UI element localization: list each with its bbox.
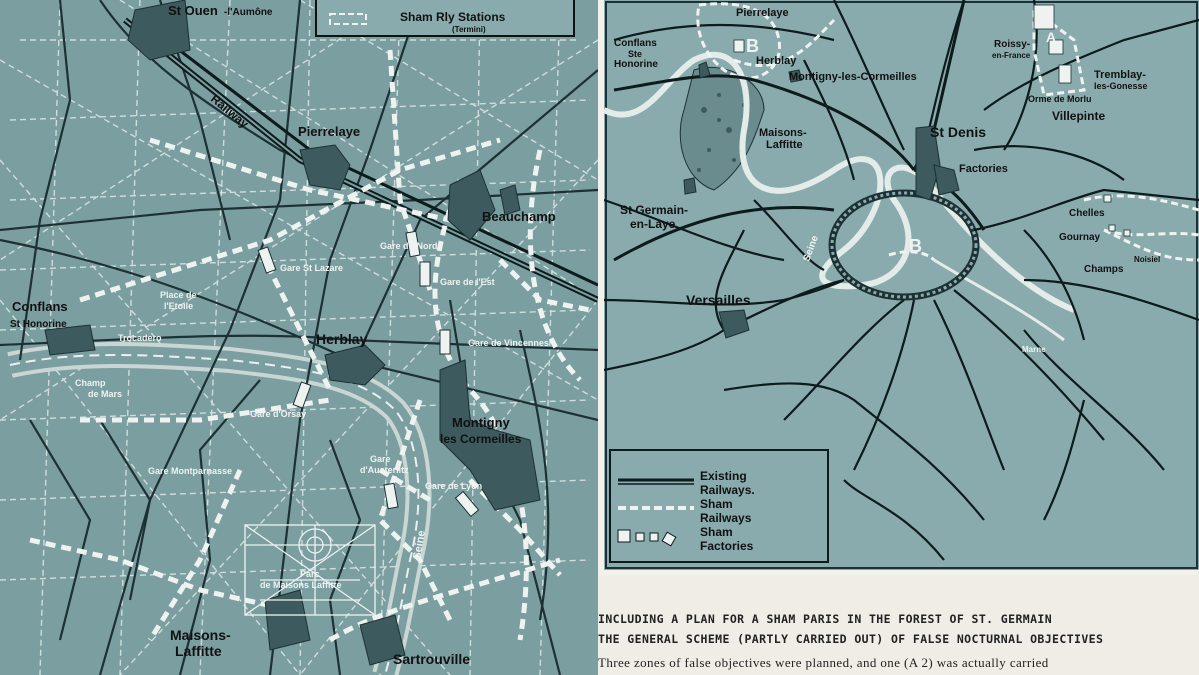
r-orme-label: Orme de Morlu — [1028, 94, 1092, 104]
parc-label-2: de Maisons Laffitte — [260, 580, 342, 590]
beauchamp-label: Beauchamp — [482, 209, 556, 224]
r-maisons-label-2: Laffitte — [766, 139, 803, 151]
gare-lyon-label: Gare de Lyon — [425, 481, 483, 491]
caption-line-1: INCLUDING A PLAN FOR A SHAM PARIS IN THE FOREST OF ST. GERMAIN — [598, 612, 1053, 626]
r-montigny-label: Montigny-les-Cormeilles — [789, 71, 917, 83]
r-conflans-label-1: Conflans — [614, 38, 657, 49]
champ-mars-label-1: Champ — [75, 378, 106, 388]
gare-orsay-label: Gare d'Orsay — [250, 409, 307, 419]
zone-a-marker: A — [1046, 29, 1057, 45]
gare-austerlitz-label-1: Gare — [370, 454, 391, 464]
legend-existing-railways-1: Existing — [700, 469, 747, 483]
place-etoile-label-2: l'Etoile — [164, 301, 194, 311]
termini-label: (Termini) — [452, 25, 486, 34]
conflans-label: Conflans — [12, 299, 68, 314]
r-gournay-label: Gournay — [1059, 232, 1101, 243]
r-roissy-label-2: en-France — [992, 51, 1031, 60]
st-ouen-label: St Ouen — [168, 3, 218, 18]
zone-b-marker-1: B — [746, 36, 759, 56]
seine-label-left: Seine — [411, 529, 429, 561]
trocadero-label: Trocadero — [118, 333, 162, 343]
r-st-germain-label-2: en-Laye — [630, 217, 676, 231]
r-seine-label: Seine — [801, 234, 821, 264]
r-conflans-label-3: Honorine — [614, 59, 658, 70]
r-herblay-label: Herblay — [756, 55, 797, 67]
r-st-germain-label-1: St Germain- — [620, 203, 689, 217]
right-map-svg — [604, 0, 1199, 570]
legend-sham-railways-2: Railways — [700, 511, 752, 525]
r-maisons-label-1: Maisons- — [759, 127, 807, 139]
r-marne-label: Marne — [1022, 345, 1046, 354]
r-tremblay-label-1: Tremblay- — [1094, 69, 1146, 81]
st-honorine-label: St Honorine — [10, 319, 67, 330]
r-tremblay-label-2: les-Gonesse — [1094, 81, 1148, 91]
r-chelles-label: Chelles — [1069, 208, 1105, 219]
r-noisiel-label: Noisiel — [1134, 255, 1161, 264]
railway-label: Railway — [208, 91, 252, 132]
gare-nord-label: Gare du Nord — [380, 241, 438, 251]
aumone-label: -l'Aumône — [224, 7, 273, 18]
montigny-label: Montigny — [452, 415, 510, 430]
right-legend-box — [610, 450, 828, 562]
gare-est-label: Gare de l'Est — [440, 277, 495, 287]
left-map-panel — [0, 0, 598, 675]
r-pierrelaye-label: Pierrelaye — [736, 7, 789, 19]
r-roissy-label-1: Roissy- — [994, 39, 1031, 50]
left-legend-box — [316, 0, 574, 36]
r-factories-label: Factories — [959, 163, 1008, 175]
caption-line-2: THE GENERAL SCHEME (PARTLY CARRIED OUT) OF FALSE NOCTURNAL OBJECTIVES — [598, 632, 1104, 646]
gare-montparnasse-label: Gare Montparnasse — [148, 466, 233, 476]
les-cormeilles-label: les Cormeilles — [440, 432, 522, 446]
place-etoile-label-1: Place de — [160, 290, 197, 300]
gare-vincennes-label: Gare de Vincennes — [468, 338, 549, 348]
zone-b-marker-2: B — [909, 236, 922, 256]
r-conflans-label-2: Ste — [628, 49, 643, 59]
maisons-label-2: Laffitte — [175, 643, 222, 659]
legend-sham-factories-1: Sham — [700, 525, 733, 539]
gare-st-lazare-label: Gare St Lazare — [280, 263, 344, 273]
r-villepinte-label: Villepinte — [1052, 109, 1106, 123]
parc-label-1: Parc — [300, 569, 320, 579]
caption-block — [598, 575, 1199, 675]
r-st-denis-label: St Denis — [930, 124, 987, 140]
champ-mars-label-2: de Mars — [88, 389, 123, 399]
gare-austerlitz-label-2: d'Austerlitz — [360, 465, 409, 475]
legend-sham-factories-2: Factories — [700, 539, 754, 553]
sartrouville-label: Sartrouville — [393, 651, 471, 667]
sham-rly-stations-label: Sham Rly Stations — [400, 10, 506, 24]
left-map-svg — [0, 0, 598, 675]
r-versailles-label: Versailles — [686, 292, 751, 308]
r-champs-label: Champs — [1084, 264, 1124, 275]
legend-sham-railways-1: Sham — [700, 497, 733, 511]
pierrelaye-label: Pierrelaye — [298, 124, 361, 139]
caption-line-3: Three zones of false objectives were planned, and one (A 2) was actually carried — [598, 655, 1049, 670]
herblay-label: Herblay — [316, 331, 368, 347]
legend-existing-railways-2: Railways. — [700, 483, 755, 497]
right-map-panel — [604, 0, 1199, 570]
maisons-label-1: Maisons- — [170, 627, 231, 643]
